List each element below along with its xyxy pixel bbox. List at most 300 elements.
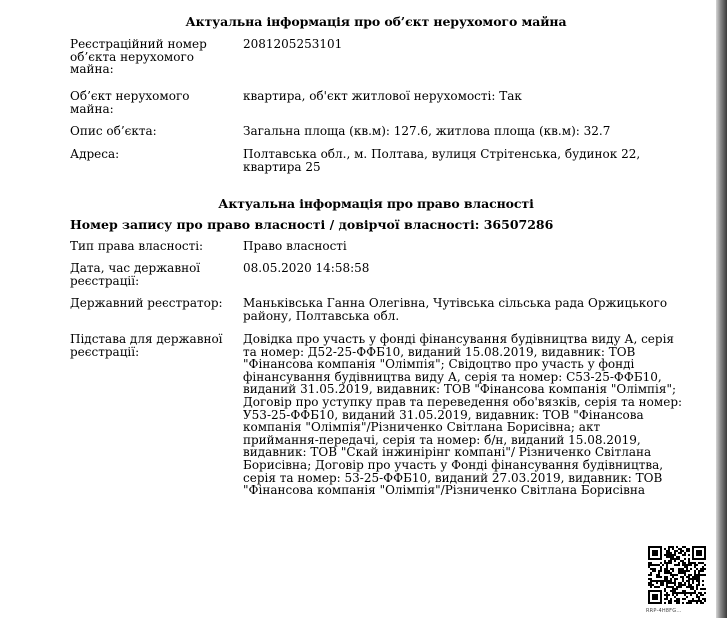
qr-module [684, 558, 686, 560]
section-title-ownership: Актуальна інформація про право власності [218, 196, 534, 211]
qr-module [694, 574, 696, 576]
qr-module [686, 570, 688, 572]
qr-module [688, 586, 690, 588]
qr-module [700, 592, 702, 594]
value-line: серія та номер: 53-25-ФФБ10, виданий 27.03.2019, видавник: ТОВ [243, 470, 663, 485]
qr-module [698, 572, 700, 574]
qr-module [692, 576, 694, 578]
qr-module [648, 578, 650, 580]
label-line: Адреса: [70, 147, 120, 161]
qr-module [700, 600, 702, 602]
qr-module [662, 582, 664, 584]
qr-module [666, 562, 668, 564]
qr-module [658, 580, 660, 582]
qr-module [664, 598, 666, 600]
qr-module [696, 596, 698, 598]
qr-module [652, 568, 654, 570]
qr-module [666, 592, 668, 594]
qr-module [680, 572, 682, 574]
qr-module [664, 554, 666, 556]
qr-module [694, 592, 696, 594]
qr-module [690, 564, 692, 566]
qr-module [664, 594, 666, 596]
qr-module [682, 564, 684, 566]
qr-module [688, 578, 690, 580]
qr-module [668, 600, 670, 602]
qr-module [674, 580, 676, 582]
value-line: Маньківська Ганна Олегівна, Чутівська сільська рада Оржицького [243, 296, 668, 310]
qr-module [682, 568, 684, 570]
qr-module [692, 600, 694, 602]
qr-module [674, 600, 676, 602]
qr-module [668, 562, 670, 564]
qr-module [674, 552, 676, 554]
qr-module [698, 600, 700, 602]
qr-module [672, 574, 674, 576]
value-registration-basis [243, 333, 682, 497]
qr-module [682, 550, 684, 552]
qr-module [672, 546, 674, 548]
qr-module [680, 550, 682, 552]
qr-module [682, 546, 684, 548]
label-object-description [70, 125, 235, 138]
qr-module [670, 568, 672, 570]
qr-module [668, 556, 670, 558]
qr-module [702, 602, 704, 604]
qr-module [686, 548, 688, 550]
label-registrar [70, 297, 235, 310]
value-line: приймання-передачі, серія та номер: б/н, виданий 15.08.2019, [243, 432, 641, 447]
qr-module [704, 574, 706, 576]
qr-module [664, 572, 666, 574]
qr-module [704, 588, 706, 590]
qr-module [682, 572, 684, 574]
value-line: 2081205253101 [243, 37, 343, 51]
qr-module [678, 568, 680, 570]
qr-module [672, 592, 674, 594]
qr-module [702, 574, 704, 576]
qr-module [676, 602, 678, 604]
qr-module [690, 586, 692, 588]
qr-module [684, 570, 686, 572]
qr-module [688, 584, 690, 586]
qr-module [704, 592, 706, 594]
qr-module [672, 554, 674, 556]
qr-module [702, 570, 704, 572]
qr-module [682, 602, 684, 604]
qr-module [648, 566, 650, 568]
qr-module [672, 576, 674, 578]
qr-module [688, 574, 690, 576]
qr-module [674, 596, 676, 598]
qr-module [692, 580, 694, 582]
qr-module [694, 566, 696, 568]
qr-module [664, 568, 666, 570]
qr-module [692, 588, 694, 590]
qr-module [664, 588, 666, 590]
qr-module [690, 574, 692, 576]
qr-module [666, 556, 668, 558]
qr-module [668, 594, 670, 596]
qr-module [678, 562, 680, 564]
value-object-description [243, 125, 610, 138]
qr-module [668, 554, 670, 556]
qr-module [682, 554, 684, 556]
qr-module [696, 564, 698, 566]
label-line: реєстрації: [70, 344, 140, 359]
qr-module [676, 546, 678, 548]
qr-module [650, 562, 652, 564]
qr-module [696, 586, 698, 588]
qr-module [654, 564, 656, 566]
qr-module [680, 548, 682, 550]
qr-module [700, 588, 702, 590]
label-registration-basis [70, 333, 235, 358]
qr-module [704, 598, 706, 600]
qr-module [702, 566, 704, 568]
qr-module [680, 586, 682, 588]
qr-module [678, 598, 680, 600]
qr-module [694, 572, 696, 574]
qr-module [666, 580, 668, 582]
qr-module [664, 590, 666, 592]
qr-module [680, 552, 682, 554]
qr-module [656, 574, 658, 576]
qr-module [660, 580, 662, 582]
qr-module [680, 582, 682, 584]
qr-module [678, 586, 680, 588]
qr-module [702, 594, 704, 596]
qr-module [676, 598, 678, 600]
qr-module [682, 590, 684, 592]
qr-module [658, 572, 660, 574]
qr-module [700, 602, 702, 604]
value-line: та номер: Д52-25-ФФБ10, виданий 15.08.2019, видавник: ТОВ [243, 344, 636, 359]
qr-module [682, 570, 684, 572]
qr-module [672, 586, 674, 588]
label-line: Тип права власності: [70, 239, 204, 253]
qr-module [672, 594, 674, 596]
qr-module [666, 554, 668, 556]
qr-module [688, 600, 690, 602]
qr-module [668, 586, 670, 588]
label-registration-number [70, 38, 235, 76]
qr-module [662, 564, 664, 566]
qr-module [686, 576, 688, 578]
qr-module [656, 582, 658, 584]
qr-module [694, 600, 696, 602]
qr-module [698, 592, 700, 594]
qr-module [692, 592, 694, 594]
qr-module [678, 602, 680, 604]
qr-module [684, 554, 686, 556]
qr-module [684, 546, 686, 548]
qr-module [684, 590, 686, 592]
qr-module [698, 562, 700, 564]
qr-module [668, 582, 670, 584]
qr-module [684, 584, 686, 586]
qr-module [648, 562, 650, 564]
qr-module [674, 584, 676, 586]
qr-module [656, 564, 658, 566]
qr-module [672, 570, 674, 572]
qr-module [690, 592, 692, 594]
qr-module [690, 584, 692, 586]
qr-module [676, 558, 678, 560]
qr-module [662, 580, 664, 582]
qr-module [660, 568, 662, 570]
label-ownership-type [70, 240, 235, 253]
qr-module [684, 594, 686, 596]
qr-module [666, 578, 668, 580]
qr-module [650, 584, 652, 586]
value-line: Право власності [243, 239, 347, 253]
qr-module [674, 564, 676, 566]
qr-module [700, 568, 702, 570]
qr-module [664, 562, 666, 564]
ownership-record-number: Номер запису про право власності / довірчої власності: 36507286 [70, 217, 554, 232]
qr-module [682, 592, 684, 594]
qr-module [678, 582, 680, 584]
qr-module [670, 580, 672, 582]
qr-module [676, 592, 678, 594]
qr-module [680, 584, 682, 586]
qr-module [678, 572, 680, 574]
qr-module [680, 570, 682, 572]
qr-module [674, 574, 676, 576]
qr-module [660, 584, 662, 586]
qr-module [682, 562, 684, 564]
qr-module [654, 568, 656, 570]
value-registration-number [243, 38, 342, 51]
qr-module [700, 574, 702, 576]
qr-module [664, 560, 666, 562]
qr-module [704, 564, 706, 566]
qr-module [688, 576, 690, 578]
qr-module [690, 562, 692, 564]
qr-module [678, 570, 680, 572]
qr-module [658, 570, 660, 572]
qr-module [670, 586, 672, 588]
qr-module [698, 574, 700, 576]
qr-module [698, 578, 700, 580]
qr-module [658, 574, 660, 576]
qr-module [672, 558, 674, 560]
qr-module [688, 570, 690, 572]
qr-module [676, 564, 678, 566]
qr-module [666, 586, 668, 588]
qr-module [664, 578, 666, 580]
qr-module [680, 560, 682, 562]
qr-module [702, 598, 704, 600]
qr-module [648, 582, 650, 584]
label-line: Державний реєстратор: [70, 296, 223, 310]
qr-module [680, 592, 682, 594]
label-line: майна: [70, 101, 114, 116]
qr-module [650, 564, 652, 566]
qr-module [658, 576, 660, 578]
qr-module [692, 582, 694, 584]
label-line: об’єкта нерухомого [70, 49, 194, 64]
qr-module [664, 570, 666, 572]
label-line: Опис об’єкта: [70, 124, 157, 138]
qr-module [688, 558, 690, 560]
qr-module [678, 548, 680, 550]
qr-module [674, 582, 676, 584]
qr-module [678, 564, 680, 566]
qr-module [648, 564, 650, 566]
qr-module [686, 602, 688, 604]
value-line: У53-25-ФФБ10, виданий 31.05.2019, видавник: ТОВ "Фінансова [243, 407, 644, 422]
qr-module [678, 556, 680, 558]
qr-module [688, 580, 690, 582]
value-line: Довідка про участь у фонді фінансування будівництва виду А, серія [243, 332, 674, 346]
value-line: компанія "Олімпія"/Різниченко Світлана Борисівна; акт [243, 420, 601, 435]
qr-module [688, 550, 690, 552]
qr-module [656, 576, 658, 578]
qr-module [674, 588, 676, 590]
qr-module [658, 564, 660, 566]
value-registration-date [243, 262, 369, 275]
value-line: квартира, об'єкт житлової нерухомості: Так [243, 89, 522, 103]
label-object-type [70, 90, 235, 115]
qr-module [666, 552, 668, 554]
qr-module [650, 582, 652, 584]
qr-module [686, 596, 688, 598]
qr-module [666, 566, 668, 568]
qr-module [676, 556, 678, 558]
qr-module [698, 570, 700, 572]
qr-module [676, 600, 678, 602]
page-edge-shadow [716, 0, 727, 618]
qr-module [698, 584, 700, 586]
qr-module [692, 562, 694, 564]
qr-module [654, 570, 656, 572]
qr-module [684, 564, 686, 566]
qr-module [668, 602, 670, 604]
qr-module [696, 568, 698, 570]
qr-module [698, 576, 700, 578]
qr-module [670, 554, 672, 556]
qr-module [682, 576, 684, 578]
qr-module [654, 586, 656, 588]
qr-module [666, 550, 668, 552]
qr-module [686, 580, 688, 582]
qr-module [672, 568, 674, 570]
qr-module [670, 598, 672, 600]
qr-module [700, 594, 702, 596]
qr-module [650, 568, 652, 570]
qr-module [668, 560, 670, 562]
qr-module [660, 576, 662, 578]
qr-module [688, 554, 690, 556]
qr-module [670, 562, 672, 564]
qr-module [658, 586, 660, 588]
qr-module [682, 560, 684, 562]
qr-module [670, 582, 672, 584]
qr-module [670, 572, 672, 574]
qr-module [678, 552, 680, 554]
value-line: "Фінансова компанія "Олімпія"; Свідоцтво про участь у фонді [243, 357, 635, 372]
qr-module [670, 558, 672, 560]
qr-module [702, 568, 704, 570]
value-line: квартира 25 [243, 159, 321, 174]
qr-module [684, 592, 686, 594]
qr-module [692, 578, 694, 580]
qr-module [696, 574, 698, 576]
qr-module [650, 580, 652, 582]
qr-module [696, 576, 698, 578]
qr-module [688, 548, 690, 550]
qr-module [680, 576, 682, 578]
qr-module [694, 562, 696, 564]
value-line: виданий 31.05.2019, видавник: ТОВ "Фінансова компанія "Олімпія"; [243, 382, 677, 397]
qr-module [674, 578, 676, 580]
qr-module [666, 570, 668, 572]
qr-module [702, 562, 704, 564]
qr-module [690, 600, 692, 602]
value-line: Борисівна; Договір про участь у Фонді фінансування будівництва, [243, 457, 664, 472]
qr-module [684, 552, 686, 554]
qr-module [670, 552, 672, 554]
qr-module [684, 582, 686, 584]
label-registration-date [70, 262, 235, 287]
qr-module [668, 572, 670, 574]
qr-module [678, 592, 680, 594]
qr-module [694, 570, 696, 572]
value-line: 08.05.2020 14:58:58 [243, 261, 370, 275]
qr-module [696, 578, 698, 580]
qr-module [674, 560, 676, 562]
qr-module [682, 580, 684, 582]
qr-module [672, 588, 674, 590]
qr-module [672, 590, 674, 592]
qr-module [688, 602, 690, 604]
qr-module [674, 592, 676, 594]
qr-module [668, 546, 670, 548]
qr-module [684, 574, 686, 576]
qr-module [684, 598, 686, 600]
qr-module [670, 578, 672, 580]
qr-module [652, 580, 654, 582]
qr-module [688, 562, 690, 564]
qr-module [666, 564, 668, 566]
qr-module [680, 568, 682, 570]
qr-module [650, 572, 652, 574]
qr-module [686, 586, 688, 588]
qr-module [690, 594, 692, 596]
qr-caption: RRP-4H8FG... [646, 608, 682, 614]
qr-module [664, 548, 666, 550]
label-line: реєстрації: [70, 273, 140, 288]
label-line: Підстава для державної [70, 332, 223, 346]
qr-module [652, 570, 654, 572]
qr-module [654, 580, 656, 582]
qr-code-icon [648, 546, 706, 604]
qr-module [702, 580, 704, 582]
qr-module [652, 584, 654, 586]
qr-module [704, 568, 706, 570]
label-line: майна: [70, 62, 114, 77]
qr-module [696, 600, 698, 602]
qr-module [670, 600, 672, 602]
qr-module [648, 574, 650, 576]
qr-module [666, 576, 668, 578]
qr-module [670, 602, 672, 604]
qr-module [674, 590, 676, 592]
qr-module [696, 580, 698, 582]
qr-module [686, 592, 688, 594]
